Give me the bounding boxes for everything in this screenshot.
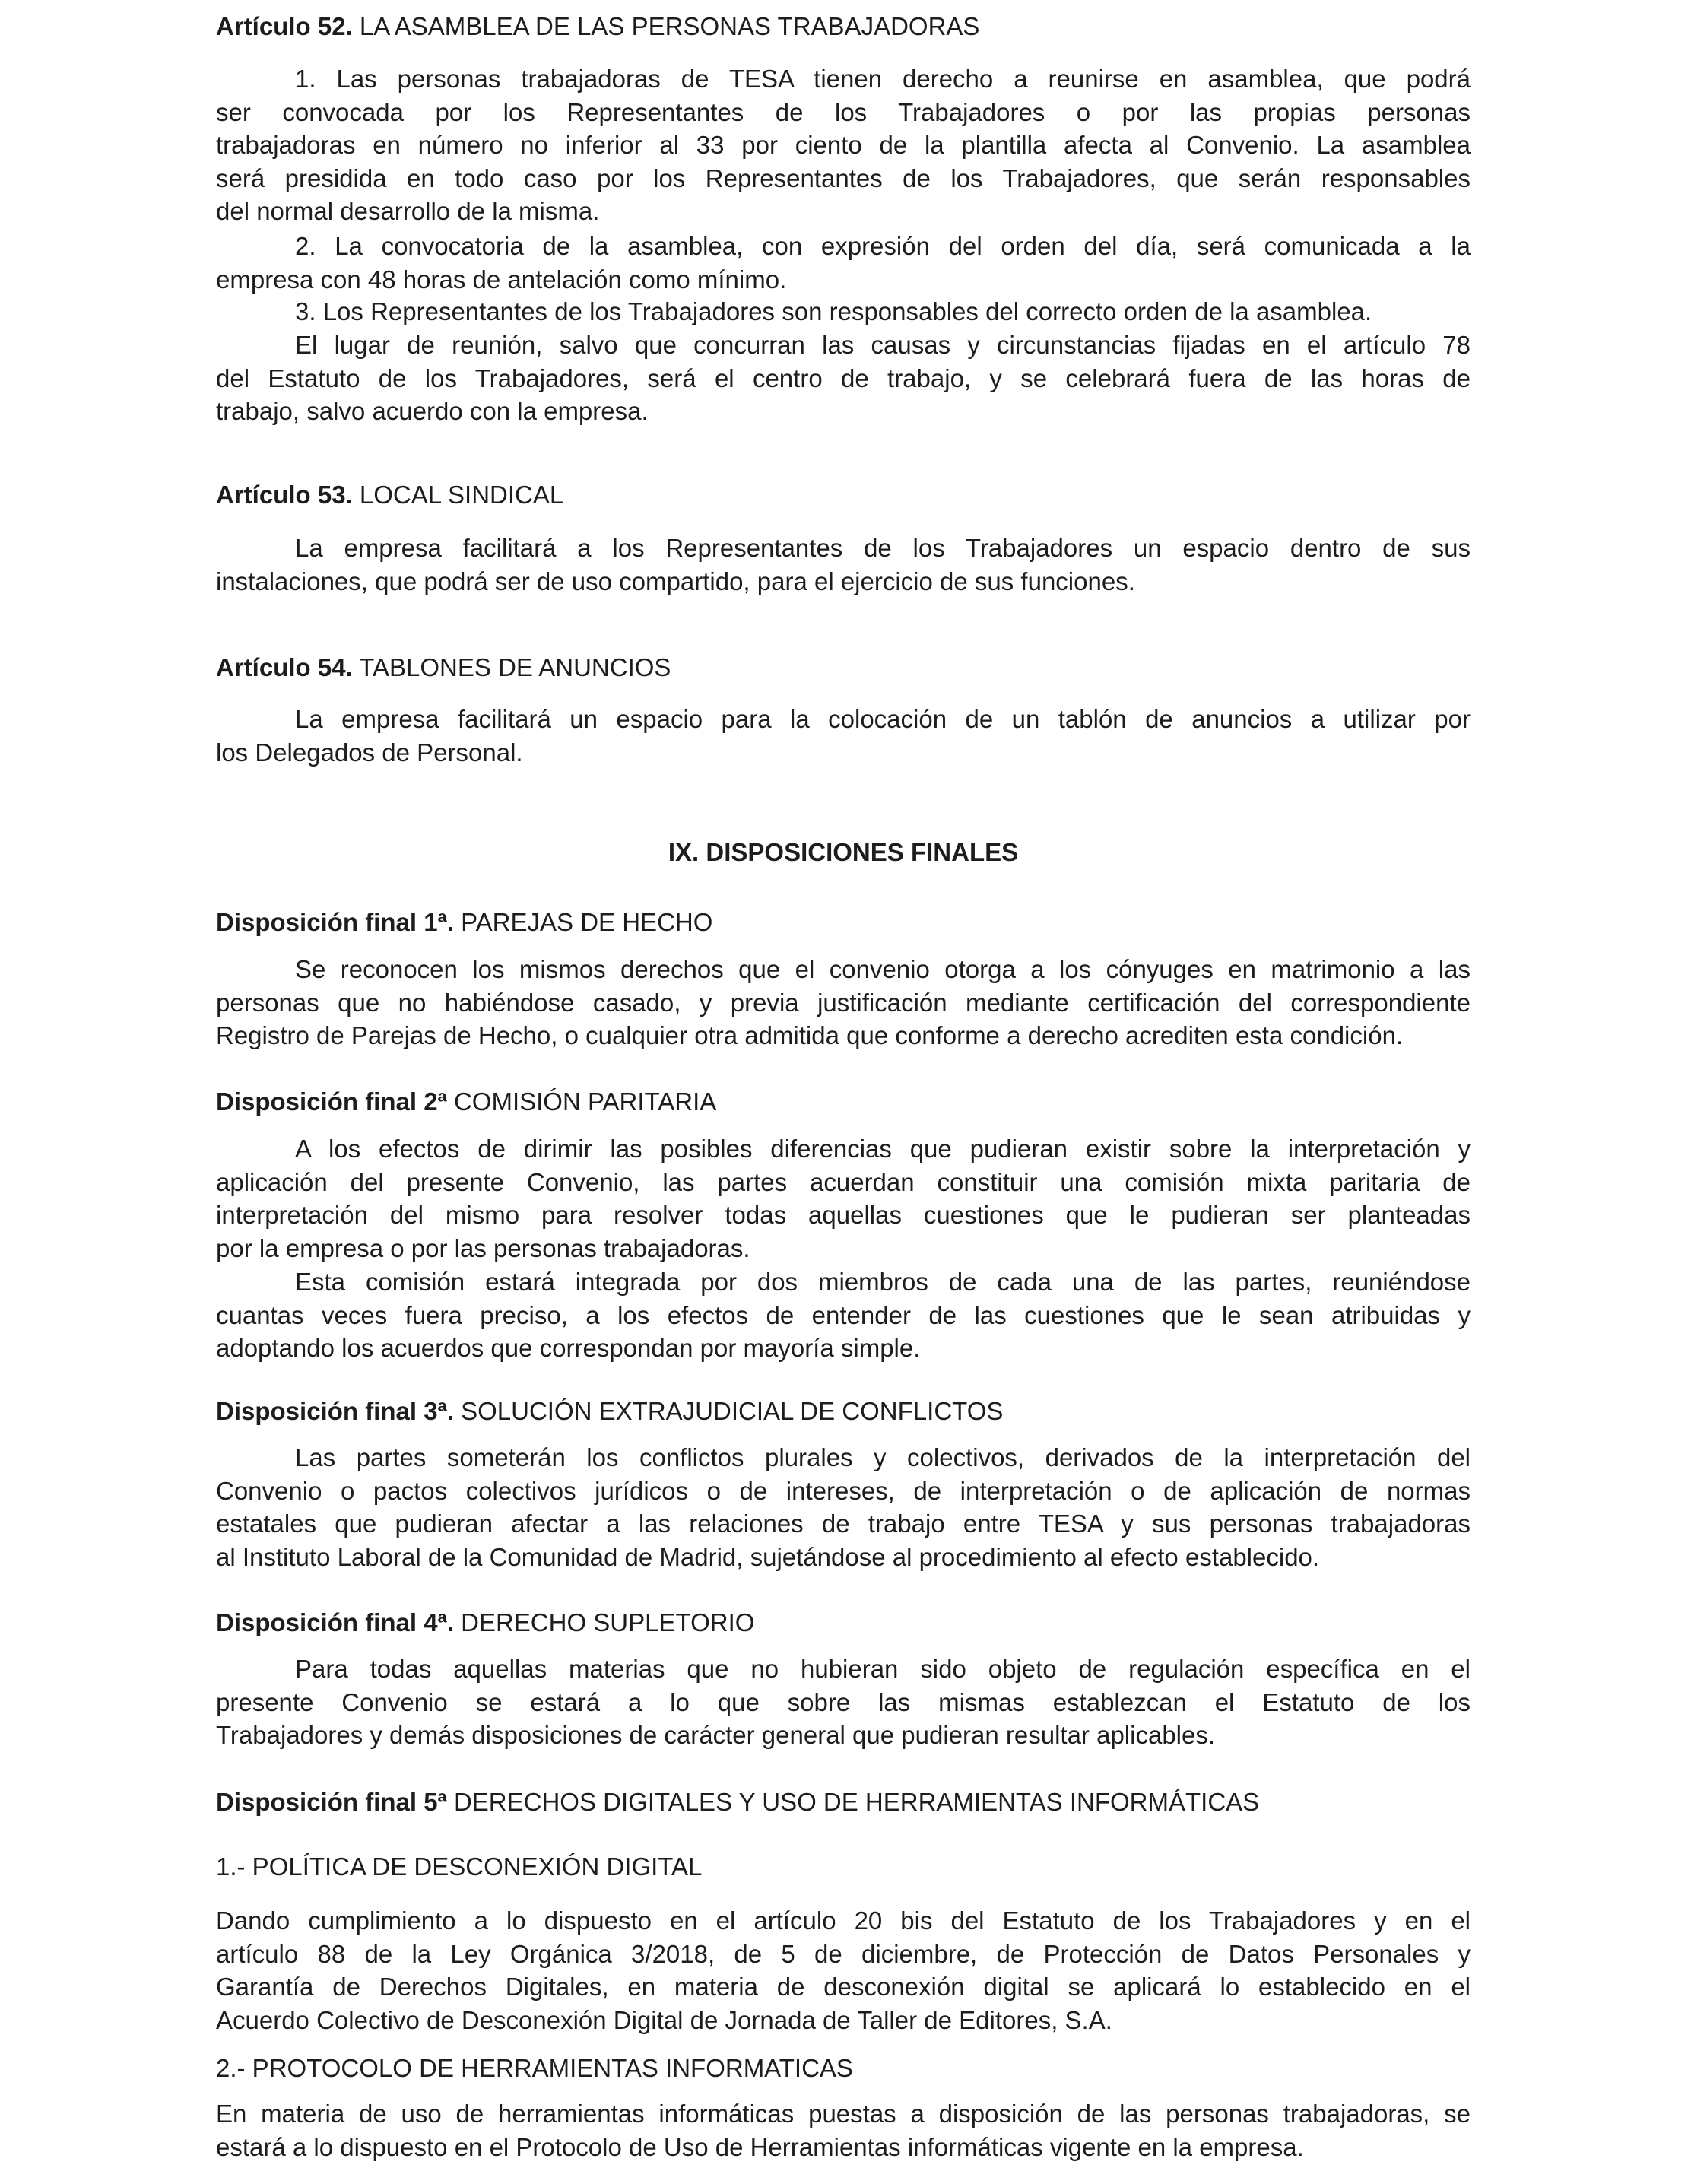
- article-heading: [216, 1606, 1471, 1640]
- article-heading: [216, 10, 1471, 43]
- heading-title: PAREJAS DE HECHO: [453, 908, 713, 936]
- paragraph-line: Se reconocen los mismos derechos que el convenio otorga a los cónyuges en matrimonio a las: [295, 955, 1471, 983]
- heading-title: DERECHO SUPLETORIO: [453, 1608, 755, 1636]
- subsection-title: 1.- POLÍTICA DE DESCONEXIÓN DIGITAL: [216, 1852, 703, 1881]
- heading-number: Artículo 52.: [216, 12, 353, 40]
- paragraph: [216, 1441, 1471, 1573]
- paragraph-line: Esta comisión estará integrada por dos miembros de cada una de las partes, reuniéndose: [295, 1268, 1471, 1296]
- heading-title: TABLONES DE ANUNCIOS: [352, 653, 671, 681]
- article-heading: [216, 651, 1471, 684]
- article-heading: [216, 478, 1471, 512]
- paragraph-line: trabajadoras en número no inferior al 33 por ciento de la plantilla afecta al Convenio. La asamblea: [216, 131, 1471, 160]
- paragraph-line: 3. Los Representantes de los Trabajadores son responsables del correcto orden de la asamblea.: [295, 297, 1372, 325]
- subsection-title: 2.- PROTOCOLO DE HERRAMIENTAS INFORMATICAS: [216, 2054, 853, 2082]
- heading-number: Artículo 54.: [216, 653, 353, 681]
- heading-number: Disposición final 2ª: [216, 1087, 447, 1116]
- paragraph-line: 1. Las personas trabajadoras de TESA tienen derecho a reunirse en asamblea, que podrá: [295, 65, 1471, 93]
- paragraph-line: personas que no habiéndose casado, y previa justificación mediante certificación del correspondiente: [216, 988, 1471, 1017]
- paragraph-line: al Instituto Laboral de la Comunidad de Madrid, sujetándose al procedimiento al efecto establecido.: [216, 1542, 1320, 1571]
- paragraph-line: instalaciones, que podrá ser de uso compartido, para el ejercicio de sus funciones.: [216, 567, 1135, 595]
- heading-title: DERECHOS DIGITALES Y USO DE HERRAMIENTAS INFORMÁTICAS: [446, 1788, 1260, 1816]
- paragraph-line: adoptando los acuerdos que correspondan por mayoría simple.: [216, 1334, 921, 1363]
- heading-title: COMISIÓN PARITARIA: [446, 1087, 717, 1116]
- paragraph: [216, 1265, 1471, 1365]
- heading-title: SOLUCIÓN EXTRAJUDICIAL DE CONFLICTOS: [453, 1397, 1004, 1425]
- paragraph-line: presente Convenio se estará a lo que sobre las mismas establezcan el Estatuto de los: [216, 1687, 1471, 1716]
- heading-number: Disposición final 1ª.: [216, 908, 454, 936]
- article-heading: [216, 1395, 1471, 1428]
- paragraph-line: empresa con 48 horas de antelación como mínimo.: [216, 265, 787, 294]
- paragraph-line: los Delegados de Personal.: [216, 738, 523, 767]
- paragraph-line: ser convocada por los Representantes de los Trabajadores o por las propias personas: [216, 97, 1471, 126]
- paragraph: [216, 532, 1471, 598]
- paragraph-line: cuantas veces fuera preciso, a los efectos de entender de las cuestiones que le sean atribuidas y: [216, 1300, 1471, 1329]
- paragraph-line: interpretación del mismo para resolver todas aquellas cuestiones que le pudieran ser planteadas: [216, 1201, 1471, 1230]
- paragraph-line: por la empresa o por las personas trabajadoras.: [216, 1233, 750, 1262]
- paragraph: [216, 1904, 1471, 2036]
- paragraph-line: A los efectos de dirimir las posibles diferencias que pudieran existir sobre la interpretación y: [295, 1135, 1471, 1163]
- paragraph: [216, 1652, 1471, 1752]
- heading-title: LOCAL SINDICAL: [352, 481, 564, 509]
- paragraph-line: Acuerdo Colectivo de Desconexión Digital de Jornada de Taller de Editores, S.A.: [216, 2005, 1112, 2034]
- paragraph-line: Las partes someterán los conflictos plurales y colectivos, derivados de la interpretación del: [295, 1443, 1471, 1471]
- article-heading: [216, 1786, 1471, 1819]
- paragraph: [216, 295, 1471, 329]
- paragraph-line: trabajo, salvo acuerdo con la empresa.: [216, 397, 649, 426]
- paragraph-line: Registro de Parejas de Hecho, o cualquier otra admitida que conforme a derecho acrediten esta condición.: [216, 1021, 1404, 1050]
- heading-number: Disposición final 3ª.: [216, 1397, 454, 1425]
- paragraph-line: Trabajadores y demás disposiciones de carácter general que pudieran resultar aplicables.: [216, 1721, 1216, 1750]
- paragraph-line: aplicación del presente Convenio, las partes acuerdan constituir una comisión mixta paritaria de: [216, 1167, 1471, 1196]
- paragraph: [216, 703, 1471, 769]
- paragraph-line: estará a lo dispuesto en el Protocolo de Uso de Herramientas informáticas vigente en la empresa.: [216, 2132, 1304, 2161]
- heading-title: LA ASAMBLEA DE LAS PERSONAS TRABAJADORAS: [352, 12, 980, 40]
- paragraph: [216, 62, 1471, 228]
- article-heading: [216, 906, 1471, 939]
- paragraph-line: del normal desarrollo de la misma.: [216, 197, 600, 226]
- paragraph: [216, 2097, 1471, 2163]
- paragraph-line: artículo 88 de la Ley Orgánica 3/2018, de 5 de diciembre, de Protección de Datos Personales y: [216, 1939, 1471, 1968]
- article-heading: [216, 1085, 1471, 1119]
- paragraph-line: Para todas aquellas materias que no hubieran sido objeto de regulación específica en el: [295, 1655, 1471, 1683]
- paragraph-line: estatales que pudieran afectar a las relaciones de trabajo entre TESA y sus personas trabajadoras: [216, 1509, 1471, 1538]
- section-title: IX. DISPOSICIONES FINALES: [668, 838, 1019, 866]
- heading-number: Disposición final 4ª.: [216, 1608, 454, 1636]
- paragraph-line: La empresa facilitará un espacio para la colocación de un tablón de anuncios a utilizar por: [295, 705, 1471, 733]
- paragraph-line: del Estatuto de los Trabajadores, será el centro de trabajo, y se celebrará fuera de las horas de: [216, 363, 1471, 392]
- paragraph-line: será presidida en todo caso por los Representantes de los Trabajadores, que serán responsables: [216, 163, 1471, 192]
- paragraph: [216, 230, 1471, 296]
- paragraph: [216, 953, 1471, 1052]
- paragraph: [216, 1132, 1471, 1265]
- paragraph-line: Convenio o pactos colectivos jurídicos o de intereses, de interpretación o de aplicación de normas: [216, 1476, 1471, 1505]
- paragraph-line: En materia de uso de herramientas informáticas puestas a disposición de las personas trabajadoras, se: [216, 2100, 1471, 2128]
- heading-number: Disposición final 5ª: [216, 1788, 447, 1816]
- paragraph-line: 2. La convocatoria de la asamblea, con expresión del orden del día, será comunicada a la: [295, 232, 1471, 260]
- paragraph-line: La empresa facilitará a los Representantes de los Trabajadores un espacio dentro de sus: [295, 534, 1471, 562]
- paragraph-line: Garantía de Derechos Digitales, en materia de desconexión digital se aplicará lo establecido en el: [216, 1973, 1471, 2001]
- paragraph: [216, 329, 1471, 428]
- paragraph-line: El lugar de reunión, salvo que concurran las causas y circunstancias fijadas en el artículo 78: [295, 331, 1471, 359]
- heading-number: Artículo 53.: [216, 481, 353, 509]
- paragraph-line: Dando cumplimiento a lo dispuesto en el artículo 20 bis del Estatuto de los Trabajadores y en el: [216, 1906, 1471, 1935]
